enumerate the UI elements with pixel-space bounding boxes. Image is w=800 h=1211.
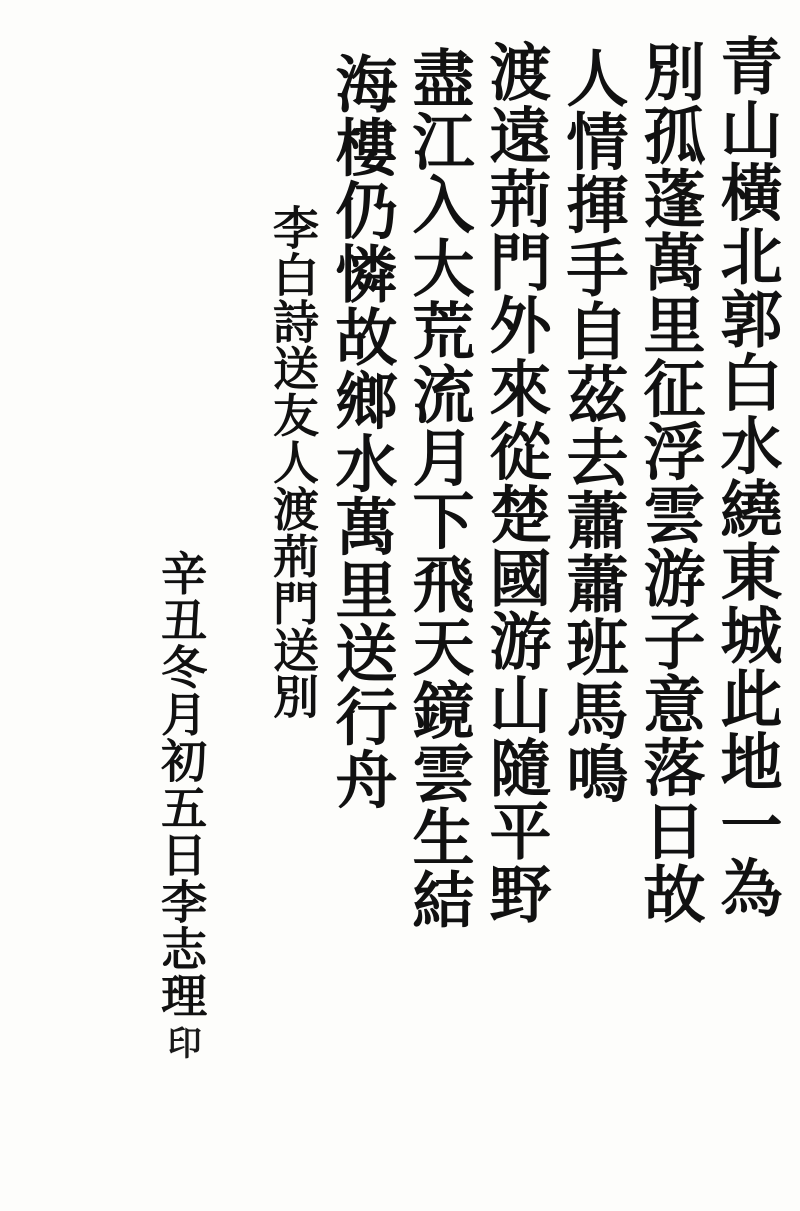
poem-column-4: 渡遠荊門外來從楚國游山隨平野	[479, 40, 552, 926]
colophon-column-1: 李白詩送友人渡荊門送別	[266, 204, 320, 721]
signature-text: 辛丑冬月初五日李志理	[154, 549, 209, 1019]
poem-column-1: 青山橫北郭白水繞東城此地一為	[710, 34, 783, 920]
poem-column-3: 人情揮手自茲去蕭蕭班馬鳴	[556, 46, 629, 805]
colophon-column-2	[154, 34, 252, 1060]
poem-column-2: 別孤蓬萬里征浮雲游子意落日故	[633, 40, 706, 926]
seal-icon: 印	[161, 1024, 202, 1060]
poem-column-5: 盡江入大荒流月下飛天鏡雲生結	[402, 46, 475, 932]
poem-column-6: 海樓仍憐故鄉水萬里送行舟	[325, 52, 398, 811]
